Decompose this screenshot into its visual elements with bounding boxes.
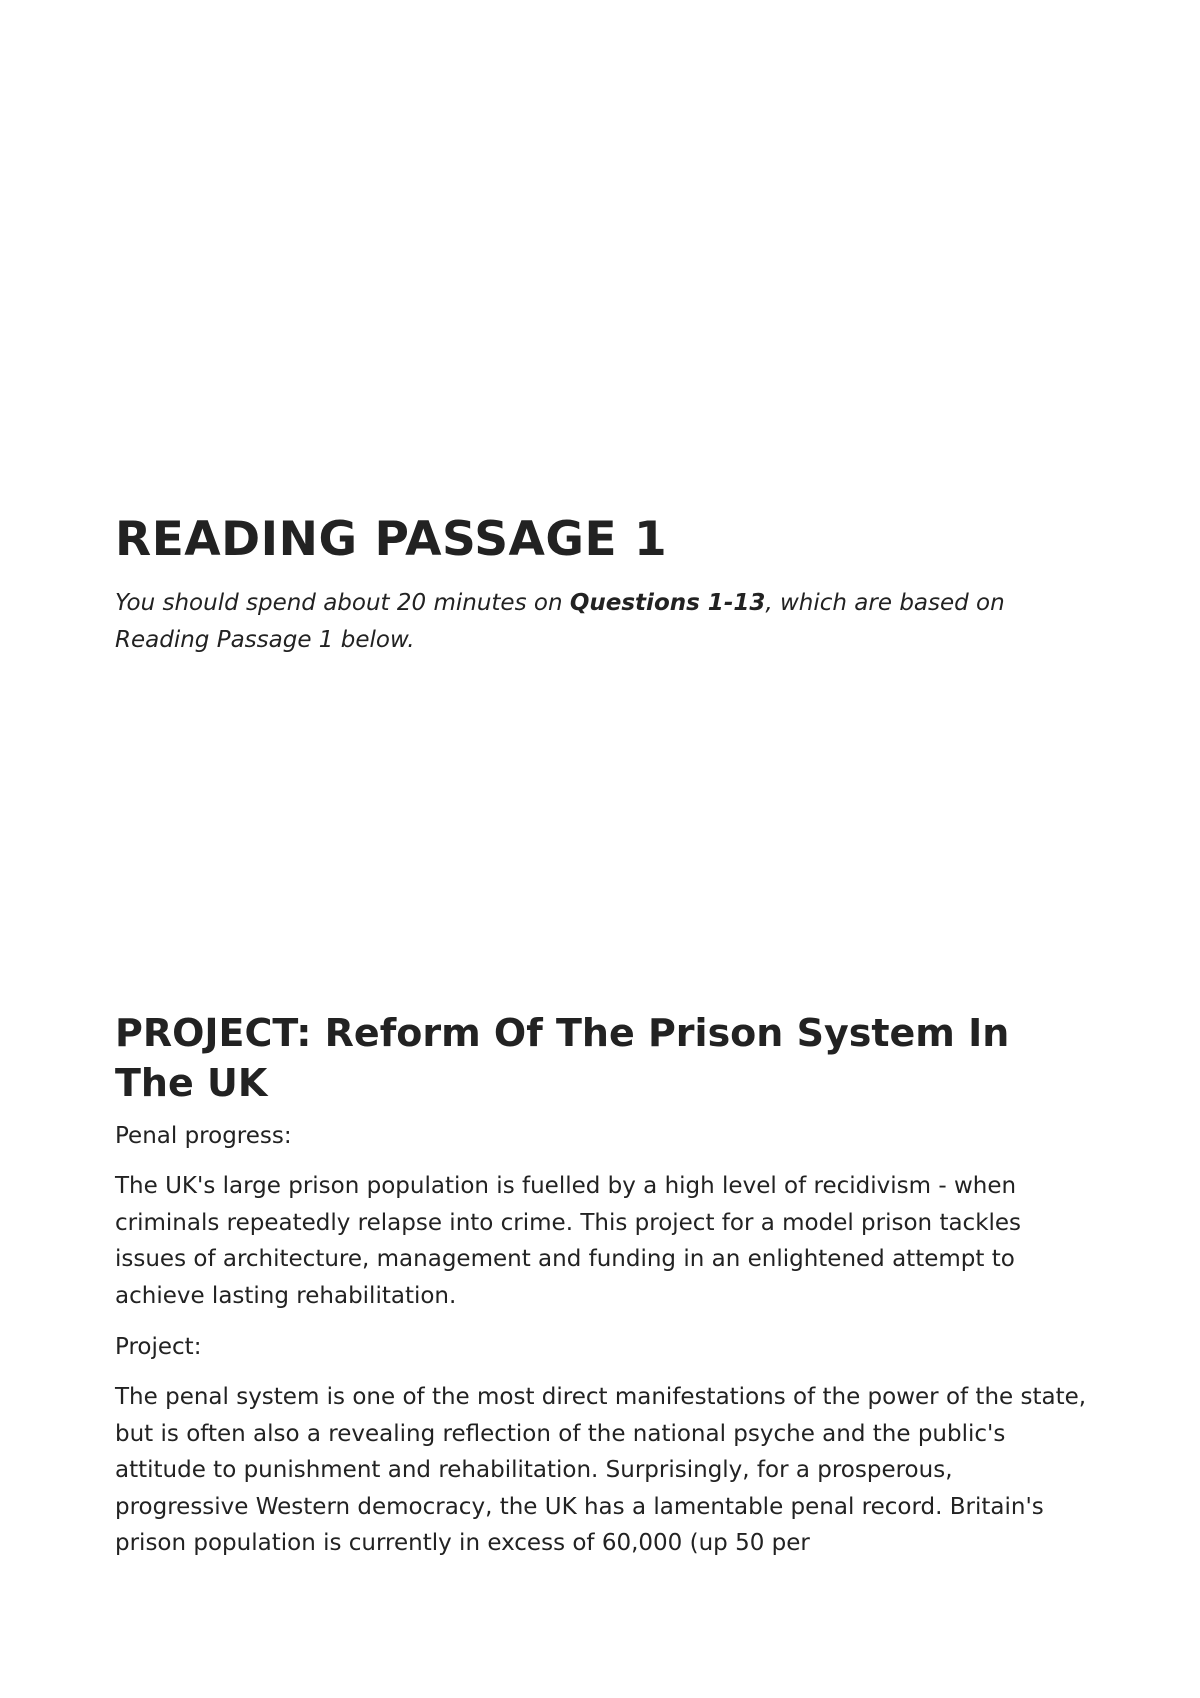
instructions-text-end: , which are based on Reading Passage 1 below.	[115, 590, 1005, 653]
section-label-project: Project:	[115, 1334, 202, 1360]
instructions-text-start: You should spend about 20 minutes on	[115, 590, 570, 616]
section-paragraph-project: The penal system is one of the most direct manifestations of the power of the state, but is often also a revealing reflection of the national psyche and the public's attitude to punishment and rehabilitation. Surprisingly, for a prosperous, progressive Western democracy, the UK has a lamentable penal record. Britain's prison population is currently in excess of 60,000 (up 50 per	[115, 1384, 1087, 1556]
section-paragraph-penal-progress: The UK's large prison population is fuelled by a high level of recidivism - when criminals repeatedly relapse into crime. This project for a model prison tackles issues of architecture, management and funding in an enlightened attempt to achieve lasting rehabilitation.	[115, 1173, 1022, 1309]
section-label-penal-progress: Penal progress:	[115, 1123, 292, 1149]
instructions-questions-range: Questions 1-13	[569, 590, 766, 616]
article-title: PROJECT: Reform Of The Prison System In The UK	[115, 1011, 1010, 1105]
passage-instructions	[115, 585, 1090, 659]
reading-passage-title: READING PASSAGE 1	[115, 512, 668, 567]
